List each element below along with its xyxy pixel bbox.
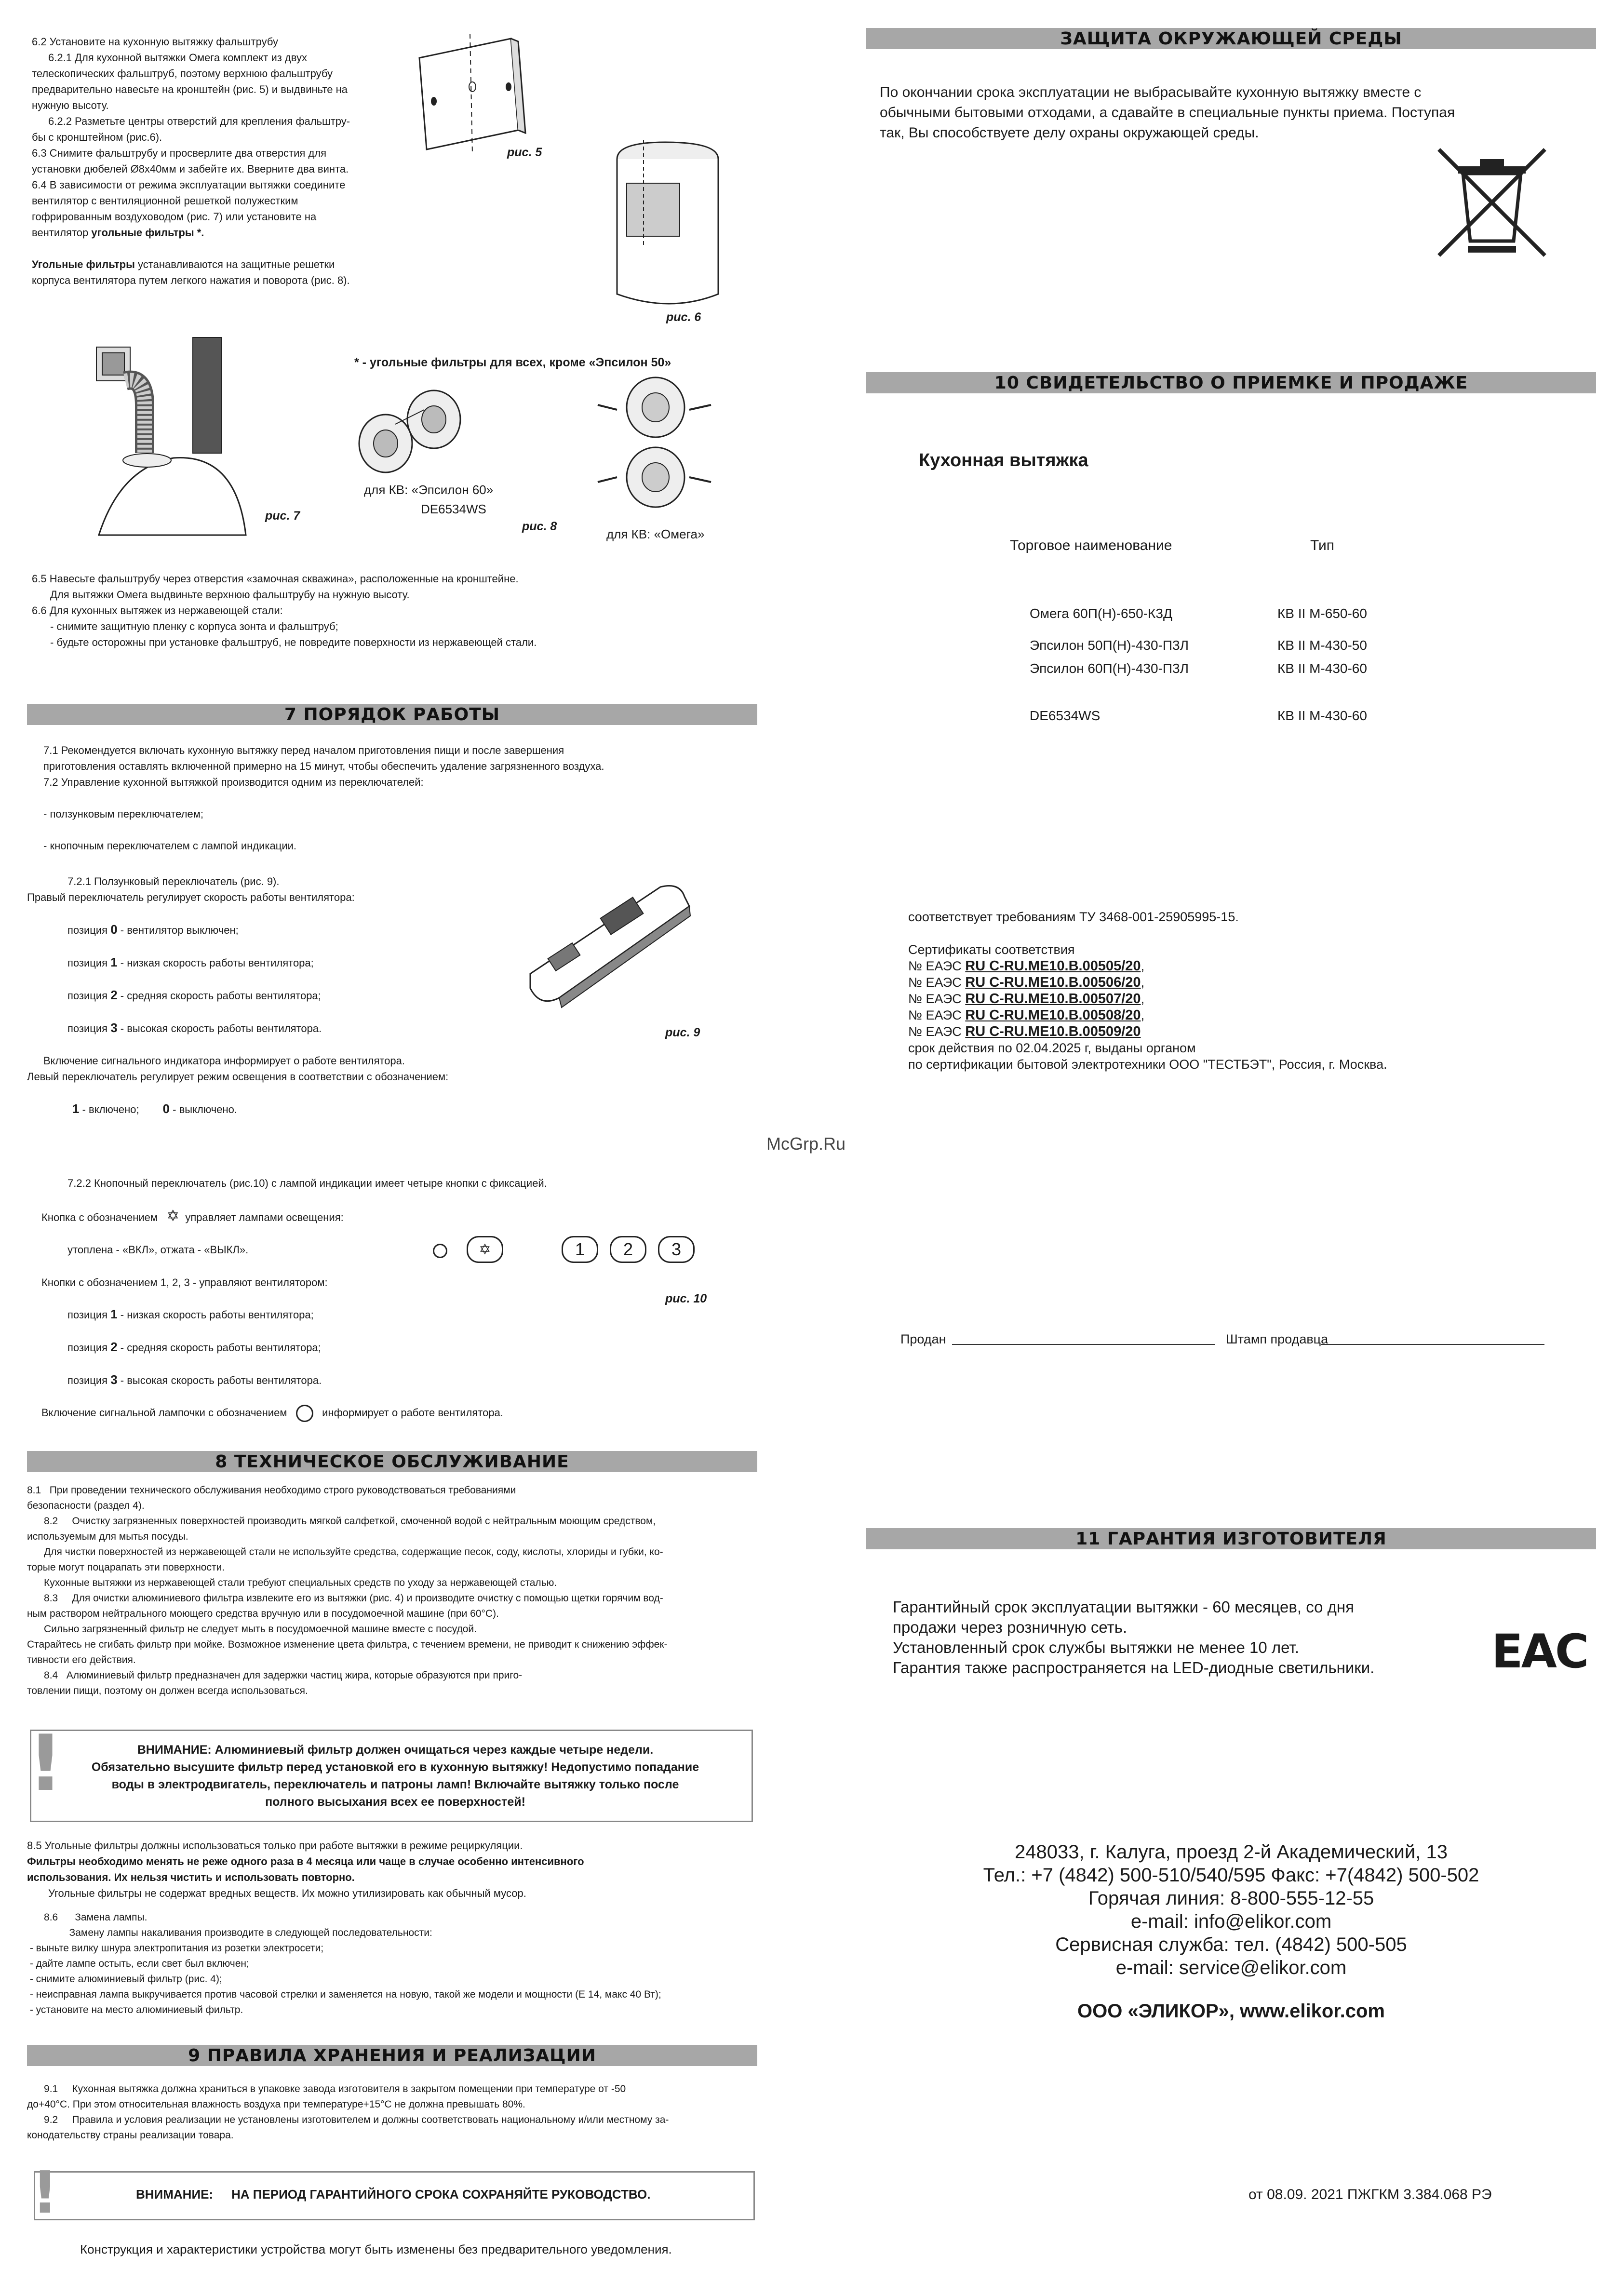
indicator-lamp-icon: [433, 1244, 447, 1258]
text-line: приготовления оставлять включенной примерно на 15 минут, чтобы обеспечить удаление загрязненного воздуха.: [43, 760, 604, 772]
text-line: 6.2 Установите на кухонную вытяжку фальштрубу: [32, 36, 278, 48]
figure-5-bracket: [415, 34, 540, 159]
column-header-name: Торговое наименование: [1010, 537, 1172, 553]
indicator-legend: Включение сигнальной лампочки с обозначением информирует о работе вентилятора.: [41, 1405, 503, 1422]
text-line: Установленный срок службы вытяжки не менее 10 лет.: [893, 1638, 1299, 1656]
text-line: 6.5 Навесьте фальштрубу через отверстия «замочная скважина», расположенные на кронштейне.: [32, 573, 519, 585]
warning-icon: !: [28, 1718, 63, 1808]
crossed-bin-icon: [1429, 140, 1555, 260]
text-line: 6.6 Для кухонных вытяжек из нержавеющей стали:: [32, 604, 283, 617]
column-header-type: Тип: [1310, 537, 1335, 553]
fan-label-epsilon: для КВ: «Эпсилон 60»: [364, 483, 494, 497]
model-name: Эпсилон 50П(Н)-430-П3Л: [1030, 638, 1189, 653]
model-type: КВ II М-650-60: [1277, 606, 1367, 621]
fan-label-omega: для КВ: «Омега»: [606, 527, 705, 541]
text-line: так, Вы способствуете делу охраны окружающей среды.: [880, 125, 1259, 141]
service-phone: Сервисная служба: тел. (4842) 500-505: [1055, 1934, 1407, 1955]
warning-text: воды в электродвигатель, переключатель и патроны ламп! Включайте вытяжку только после: [111, 1778, 679, 1791]
warning-text: полного высыхания всех ее поверхностей!: [265, 1795, 525, 1809]
address: 248033, г. Калуга, проезд 2-й Академический, 13: [1015, 1841, 1448, 1863]
fan-speed-button-2: 2: [610, 1236, 646, 1263]
text-line: утоплена - «ВКЛ», отжата - «ВЫКЛ».: [67, 1244, 249, 1256]
certificate-item: № ЕАЭС RU C-RU.ME10.B.00505/20,: [908, 958, 1145, 974]
certificate-item: № ЕАЭС RU C-RU.ME10.B.00509/20: [908, 1024, 1141, 1039]
text-line: Гарантийный срок эксплуатации вытяжки - 60 месяцев, со дня: [893, 1598, 1354, 1616]
button-position-3: позиция 3 - высокая скорость работы вентилятора.: [67, 1372, 322, 1387]
certificate-item: № ЕАЭС RU C-RU.ME10.B.00507/20,: [908, 991, 1145, 1007]
slider-position-2: позиция 2 - средняя скорость работы вентилятора;: [67, 988, 321, 1002]
model-name: DE6534WS: [1030, 708, 1101, 723]
model-type: КВ II М-430-60: [1277, 708, 1367, 723]
certificate-item: № ЕАЭС RU C-RU.ME10.B.00508/20,: [908, 1007, 1145, 1023]
text-line: Фильтры необходимо менять не реже одного раза в 4 месяца или чаще в случае особенно интенсивного: [27, 1855, 584, 1867]
text-line: 6.2.1 Для кухонной вытяжки Омега комплект из двух: [48, 52, 308, 64]
text-line: телескопических фальштруб, поэтому верхнюю фальштрубу: [32, 67, 333, 80]
text-line: обычными бытовыми отходами, а сдавайте в специальные пункты приема. Поступая: [880, 105, 1455, 121]
section-11-header: 11 ГАРАНТИЯ ИЗГОТОВИТЕЛЯ: [866, 1528, 1596, 1549]
model-name: Омега 60П(Н)-650-К3Д: [1030, 606, 1172, 621]
environment-header: ЗАЩИТА ОКРУЖАЮЩЕЙ СРЕДЫ: [866, 28, 1596, 49]
fan-speed-button-3: 3: [658, 1236, 695, 1263]
section-7-header: 7 ПОРЯДОК РАБОТЫ: [27, 704, 757, 725]
text-line: Левый переключатель регулирует режим освещения в соответствии с обозначением:: [27, 1071, 449, 1083]
figure-8-fan-right: [593, 371, 718, 530]
text-line: - будьте осторожны при установке фальштруб, не повредите поверхности из нержавеющей стали.: [50, 636, 537, 648]
text-line: Для вытяжки Омега выдвиньте верхнюю фальштрубу на нужную высоту.: [50, 589, 410, 601]
section-10-header: 10 СВИДЕТЕЛЬСТВО О ПРИЕМКЕ И ПРОДАЖЕ: [866, 372, 1596, 393]
slider-position-3: позиция 3 - высокая скорость работы вентилятора.: [67, 1020, 322, 1035]
text-line: 7.2.1 Ползунковый переключатель (рис. 9).: [67, 875, 280, 887]
eac-mark: EAC: [1491, 1625, 1587, 1678]
certificate-item: № ЕАЭС RU C-RU.ME10.B.00506/20,: [908, 975, 1145, 990]
text-line: 6.4 В зависимости от режима эксплуатации вытяжки соедините: [32, 179, 346, 191]
warning-text: Обязательно высушите фильтр перед установкой его в кухонную вытяжку! Недопустимо попадание: [91, 1760, 699, 1774]
light-switch-legend: 1 - включено; 0 - выключено.: [72, 1101, 237, 1116]
figure-6-caption: рис. 6: [666, 310, 701, 324]
certificates-title: Сертификаты соответствия: [908, 942, 1075, 957]
text-line: 7.1 Рекомендуется включать кухонную вытяжку перед началом приготовления пищи и после завершения: [43, 744, 564, 756]
figure-6-chimney: [598, 140, 733, 313]
text-line: - снимите защитную пленку с корпуса зонта и фальштруб;: [50, 620, 338, 632]
figure-9-slider-switch: [521, 877, 704, 1017]
figure-8-caption: рис. 8: [522, 520, 557, 533]
text-line: 6.2.2 Разметьте центры отверстий для крепления фальштру-: [48, 115, 350, 127]
footer-note: Конструкция и характеристики устройства могут быть изменены без предварительного уведомления.: [80, 2242, 672, 2256]
validity-text: срок действия по 02.04.2025 г, выданы органом: [908, 1041, 1196, 1055]
section-9-header: 9 ПРАВИЛА ХРАНЕНИЯ И РЕАЛИЗАЦИИ: [27, 2045, 757, 2066]
section-9-body: 9.1 Кухонная вытяжка должна храниться в упаковке завода изготовителя в закрытом помещении при температуре от -50 до+40°С. При этом относительная влажность воздуха при температуре+15°С не должна превышать 80%. 9.2 Правила и условия реализации не установлены изготовителем и должны соответствовать национальному и/или местному за- конодательству страны реализации товара.: [27, 2083, 669, 2141]
validity-text: по сертификации бытовой электротехники ООО "ТЕСТБЭТ", Россия, г. Москва.: [908, 1057, 1387, 1072]
light-symbol-icon: ✡: [166, 1207, 180, 1224]
text-line: вентилятор с вентиляционной решеткой полужестким: [32, 195, 298, 207]
product-title: Кухонная вытяжка: [919, 450, 1088, 470]
text-line: 7.2.2 Кнопочный переключатель (рис.10) с лампой индикации имеет четыре кнопки с фиксацией.: [67, 1177, 547, 1189]
document-reference: от 08.09. 2021 ПЖГКМ 3.384.068 РЭ: [1248, 2187, 1492, 2202]
model-type: КВ II М-430-60: [1277, 661, 1367, 676]
text-line: предварительно навесьте на кронштейн (рис. 5) и выдвиньте на: [32, 83, 348, 95]
warning-icon: !: [32, 2160, 58, 2227]
text-line: 7.2 Управление кухонной вытяжкой производится одним из переключателей:: [43, 776, 424, 788]
text-line: гофрированным воздуховодом (рис. 7) или установите на: [32, 211, 317, 223]
warning-label: ВНИМАНИЕ:: [136, 2187, 214, 2202]
text-line: Кнопки с обозначением 1, 2, 3 - управляют вентилятором:: [41, 1276, 328, 1289]
slider-position-1: позиция 1 - низкая скорость работы вентилятора;: [67, 955, 314, 969]
button-position-1: позиция 1 - низкая скорость работы вентилятора;: [67, 1307, 314, 1321]
fan-label-model: DE6534WS: [421, 502, 486, 516]
hotline: Горячая линия: 8-800-555-12-55: [1088, 1888, 1374, 1909]
sold-label: Продан: [900, 1332, 946, 1346]
text-line: 8.5 Угольные фильтры должны использоваться только при работе вытяжки в режиме рециркуляции.: [27, 1839, 523, 1852]
text-line: продажи через розничную сеть.: [893, 1618, 1127, 1636]
text-line: - кнопочным переключателем с лампой индикации.: [43, 840, 297, 852]
text-line: 6.3 Снимите фальштрубу и просверлите два отверстия для: [32, 147, 327, 159]
slider-position-0: позиция 0 - вентилятор выключен;: [67, 922, 239, 937]
text-line: вентилятор угольные фильтры *.: [32, 227, 204, 239]
text-line: По окончании срока эксплуатации не выбрасывайте кухонную вытяжку вместе с: [880, 84, 1422, 100]
service-email-link[interactable]: e-mail: service@elikor.com: [1115, 1957, 1347, 1978]
text-line: бы с кронштейном (рис.6).: [32, 131, 162, 143]
figure-10-caption: рис. 10: [665, 1292, 707, 1305]
text-line: корпуса вентилятора путем легкого нажатия и поворота (рис. 8).: [32, 274, 350, 286]
phone-fax: Тел.: +7 (4842) 500-510/540/595 Факс: +7(4842) 500-502: [983, 1865, 1479, 1886]
figure-7-caption: рис. 7: [265, 509, 300, 523]
figure-7-duct: [92, 333, 265, 540]
indicator-lamp-icon: [296, 1405, 313, 1422]
watermark: McGrp.Ru: [766, 1134, 846, 1154]
figure-5-caption: рис. 5: [507, 146, 542, 159]
conformity-text: соответствует требованиям ТУ 3468-001-25905995-15.: [908, 910, 1239, 924]
text-line: Гарантия также распространяется на LED-диодные светильники.: [893, 1659, 1375, 1677]
figure-9-caption: рис. 9: [665, 1026, 700, 1039]
sold-signature-line: [952, 1344, 1215, 1345]
email-link[interactable]: e-mail: info@elikor.com: [1130, 1911, 1332, 1932]
figure-8-fan-left: [337, 376, 482, 482]
stamp-label: Штамп продавца: [1226, 1332, 1329, 1346]
fan-speed-button-1: 1: [562, 1236, 598, 1263]
section-8-body: 8.1 При проведении технического обслуживания необходимо строго руководствоваться требованиями безопасности (раздел 4). 8.2 Очистку загрязненных поверхностей производить мягкой салфеткой, смоченной водой с нейтральным моющим средством, используемым для мытья посуды. Для чистки поверхностей из нержавеющей стали не используйте средства, содержащие песок, соду, кислоты, хлориды и губки, ко- торые могут поцарапать эти поверхности. Кухонные вытяжки из нержавеющей стали требуют специальных средств по уходу за нержавеющей сталью. 8.3 Для очистки алюминиевого фильтра извлеките его из вытяжки (рис. 4) и производите очистку с помощью щетки горячим вод- ным раствором нейтрального моющего средства вручную или в посудомоечной машине (при 60°С). Сильно загрязненный фильтр не следует мыть в посудомоечной машине вместе с посудой. Старайтесь не сгибать фильтр при мойке. Возможное изменение цвета фильтра, с течением времени, не приводит к снижению эффек- тивности его действия. 8.4 Алюминиевый фильтр предназначен для задержки частиц жира, которые образуются при приго- товлении пищи, поэтому он должен всегда использоваться.: [27, 1485, 668, 1696]
company-name[interactable]: ООО «ЭЛИКОР», www.elikor.com: [1077, 2001, 1385, 2022]
text-line: Угольные фильтры не содержат вредных веществ. Их можно утилизировать как обычный мусор.: [48, 1887, 526, 1899]
warning-text: НА ПЕРИОД ГАРАНТИЙНОГО СРОКА СОХРАНЯЙТЕ РУКОВОДСТВО.: [231, 2187, 651, 2202]
text-line: Включение сигнального индикатора информирует о работе вентилятора.: [43, 1055, 405, 1067]
text-line: нужную высоту.: [32, 99, 109, 111]
text-line: - ползунковым переключателем;: [43, 808, 203, 820]
model-type: КВ II М-430-50: [1277, 638, 1367, 653]
warning-text: ВНИМАНИЕ: Алюминиевый фильтр должен очищаться через каждые четыре недели.: [137, 1743, 654, 1757]
lamp-replacement: 8.6 Замена лампы. Замену лампы накаливания производите в следующей последовательности: - выньте вилку шнура электропитания из розетки электросети; - дайте лампе остыть, если свет был включен; - снимите алюминиевый фильтр (рис. 4); - неисправная лампа выкручивается против часовой стрелки и заменяется на новую, такой же модели и мощности (Е 14, макс 40 Вт); - установите на место алюминиевый фильтр.: [29, 1912, 661, 2015]
light-button: ✡: [467, 1236, 503, 1263]
text-line: Угольные фильтры устанавливаются на защитные решетки: [32, 258, 335, 270]
text-line: Правый переключатель регулирует скорость работы вентилятора:: [27, 891, 355, 903]
model-name: Эпсилон 60П(Н)-430-П3Л: [1030, 661, 1189, 676]
section-8-header: 8 ТЕХНИЧЕСКОЕ ОБСЛУЖИВАНИЕ: [27, 1451, 757, 1472]
light-button-legend: Кнопка с обозначением ✡ управляет лампами освещения:: [41, 1207, 344, 1224]
text-line: использования. Их нельзя чистить и использовать повторно.: [27, 1871, 355, 1883]
text-line: установки дюбелей Ø8x40мм и забейте их. Вверните два винта.: [32, 163, 349, 175]
carbon-filter-note: * - угольные фильтры для всех, кроме «Эпсилон 50»: [354, 356, 671, 369]
stamp-line: [1321, 1344, 1544, 1345]
button-position-2: позиция 2 - средняя скорость работы вентилятора;: [67, 1340, 321, 1354]
